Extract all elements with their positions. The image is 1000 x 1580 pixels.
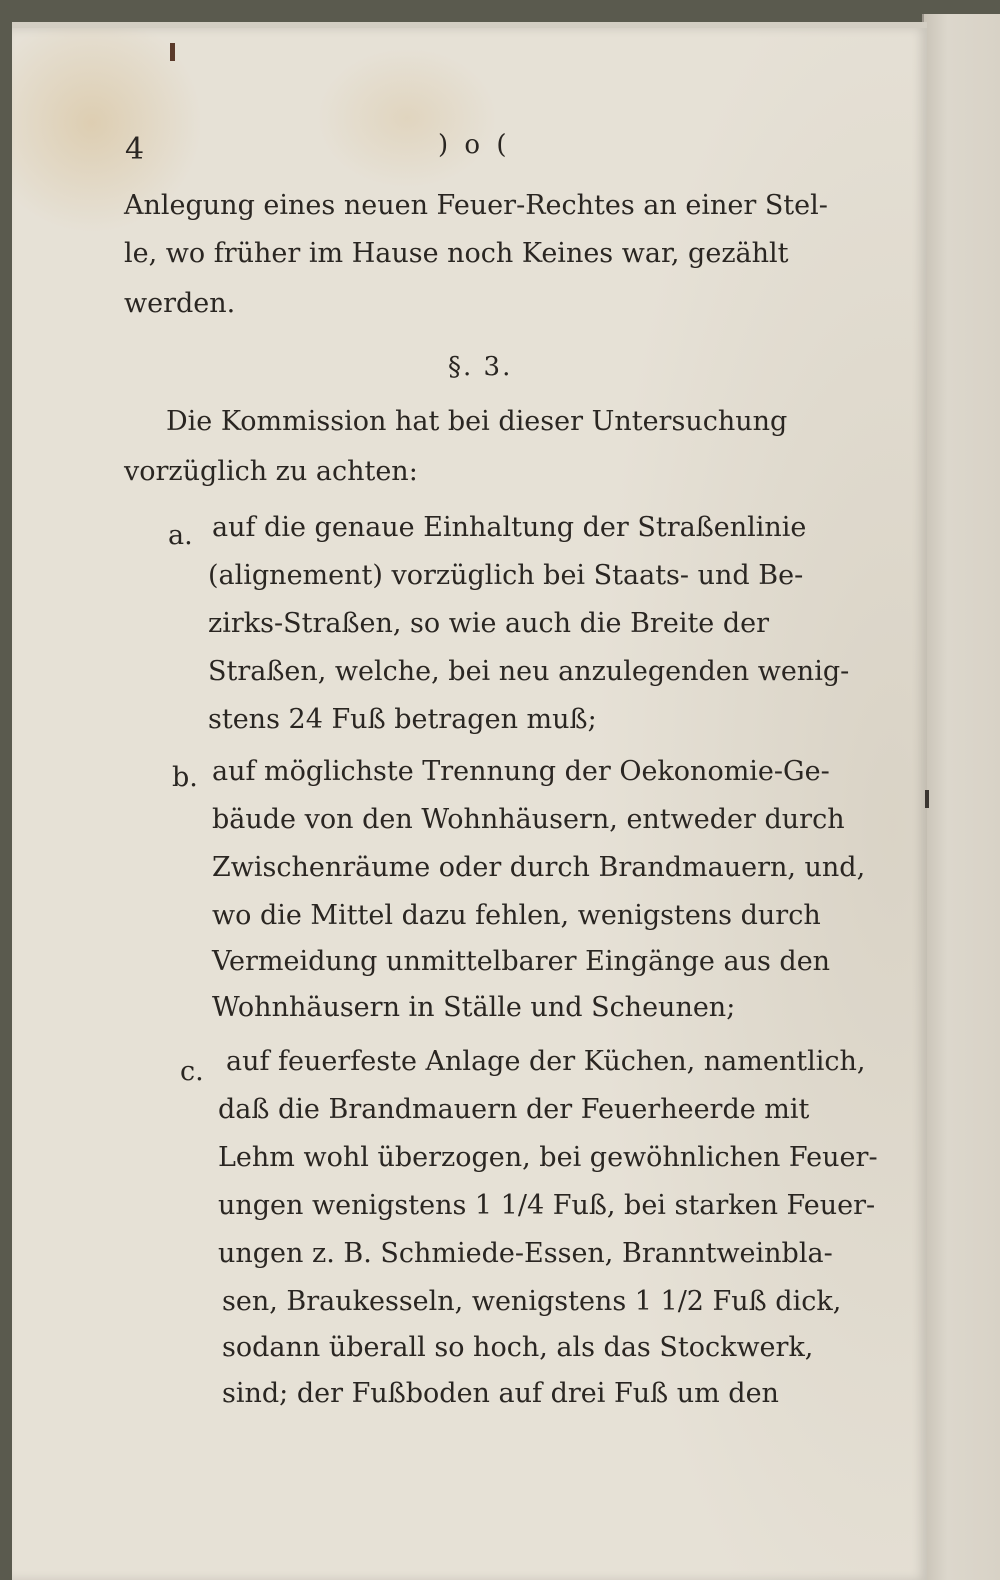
text-line: auf die genaue Einhaltung der Straßenlinie (212, 512, 807, 543)
text-line: sind; der Fußboden auf drei Fuß um den (222, 1378, 779, 1409)
text-line: Zwischenräume oder durch Brandmauern, und, (212, 852, 866, 883)
text-line: vorzüglich zu achten: (124, 456, 418, 487)
text-line: auf möglichste Trennung der Oekonomie-Ge- (212, 756, 830, 787)
text-line: Lehm wohl überzogen, bei gewöhnlichen Feuer- (218, 1142, 878, 1173)
text-line: werden. (124, 288, 236, 319)
text-line: auf feuerfeste Anlage der Küchen, namentlich, (226, 1046, 866, 1077)
adjacent-page-edge (922, 14, 1000, 1580)
text-line: daß die Brandmauern der Feuerheerde mit (218, 1094, 810, 1125)
ink-mark (170, 43, 175, 61)
text-line: Vermeidung unmittelbarer Eingänge aus den (212, 946, 831, 977)
text-line: le, wo früher im Hause noch Keines war, gezählt (124, 238, 789, 269)
list-item-label-c: c. (180, 1056, 204, 1087)
text-line: Straßen, welche, bei neu anzulegenden wenig- (208, 656, 850, 687)
text-line: sodann überall so hoch, als das Stockwerk, (222, 1332, 814, 1363)
text-line: zirks-Straßen, so wie auch die Breite der (208, 608, 770, 639)
running-head: ) o ( (438, 130, 511, 160)
text-line: (alignement) vorzüglich bei Staats- und Be- (208, 560, 804, 591)
page-number: 4 (125, 132, 145, 167)
list-item-label-a: a. (168, 520, 193, 551)
margin-mark (925, 790, 929, 808)
list-item-label-b: b. (172, 762, 198, 793)
text-line: ungen wenigstens 1 1/4 Fuß, bei starken Feuer- (218, 1190, 876, 1221)
text-line: Wohnhäusern in Ställe und Scheunen; (212, 992, 736, 1023)
text-line: bäude von den Wohnhäusern, entweder durch (212, 804, 845, 835)
text-line: sen, Braukesseln, wenigstens 1 1/2 Fuß dick, (222, 1286, 842, 1317)
text-line: Anlegung eines neuen Feuer-Rechtes an einer Stel- (124, 190, 828, 221)
text-line: stens 24 Fuß betragen muß; (208, 704, 597, 735)
text-line: Die Kommission hat bei dieser Untersuchung (166, 406, 788, 437)
text-line: ungen z. B. Schmiede-Essen, Branntweinbla- (218, 1238, 833, 1269)
text-line: wo die Mittel dazu fehlen, wenigstens durch (212, 900, 821, 931)
section-heading: §. 3. (448, 352, 513, 382)
